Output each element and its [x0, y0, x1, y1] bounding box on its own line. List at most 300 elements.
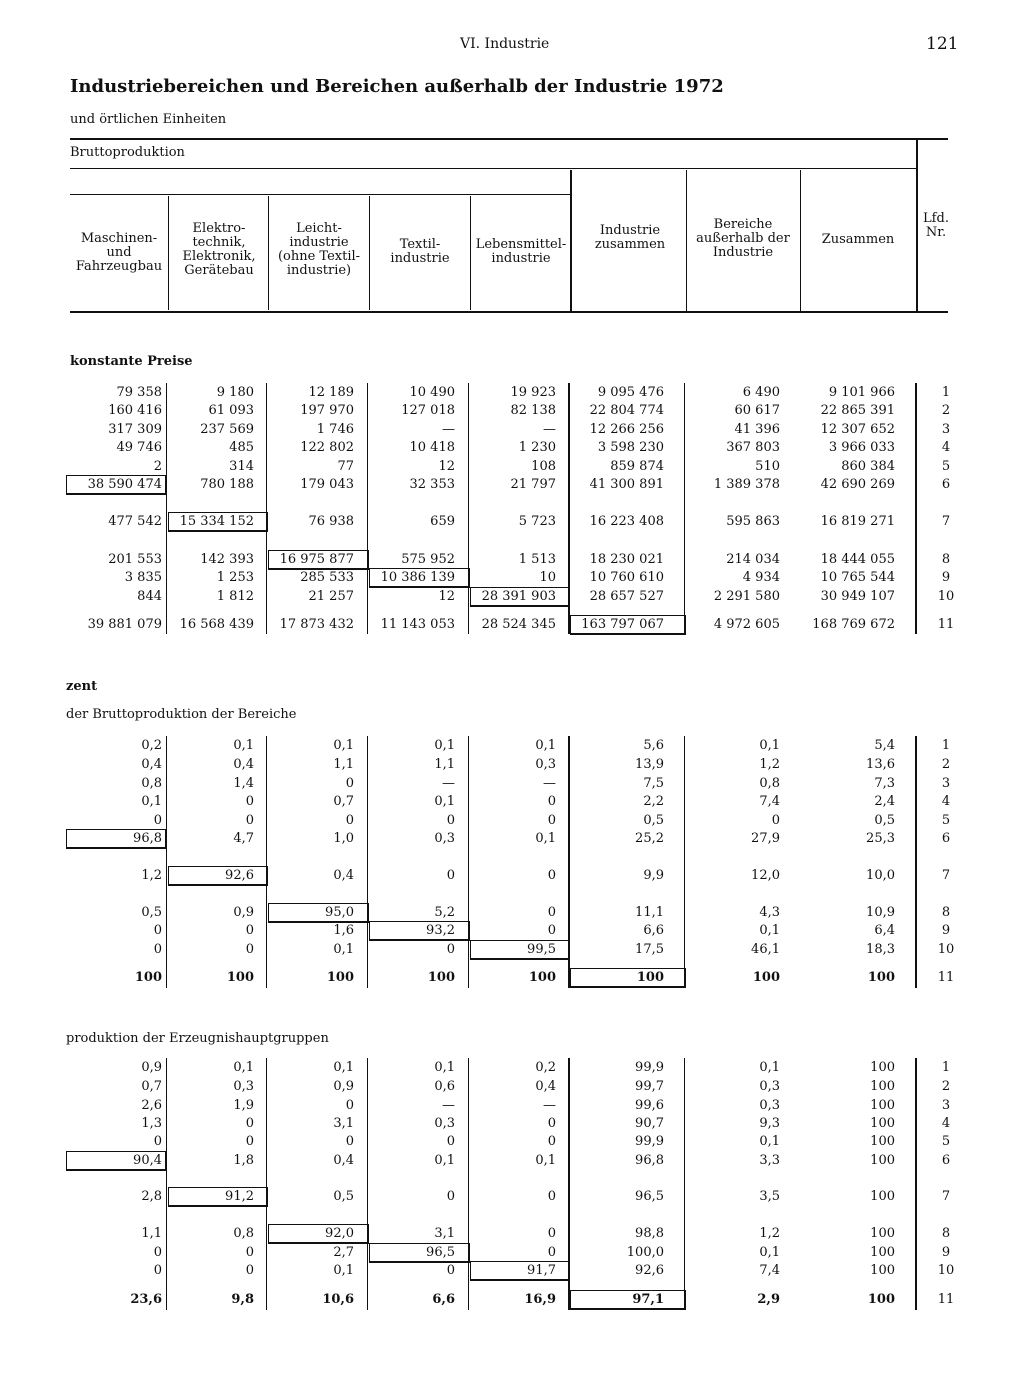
row-number: 11 — [937, 970, 955, 985]
table-row — [0, 1189, 1024, 1207]
table-cell: 0 — [446, 868, 455, 883]
table-cell: 317 309 — [108, 422, 162, 437]
table-cell: 0,4 — [535, 1079, 556, 1094]
table-cell: 0 — [547, 923, 556, 938]
table-cell: 10 760 610 — [589, 570, 664, 585]
table-cell: 3,1 — [434, 1226, 455, 1241]
table-cell: 10,6 — [322, 1292, 354, 1307]
table-cell: 0,1 — [434, 794, 455, 809]
diagonal-highlight-box — [470, 587, 570, 607]
table-cell: 2,2 — [643, 794, 664, 809]
table-cell: 0 — [345, 1098, 354, 1113]
col-header-elektrotechnik: Elektro- technik, Elektronik, Gerätebau — [182, 221, 256, 278]
table-cell: 0 — [446, 813, 455, 828]
col-header-leichtindustrie: Leicht- industrie (ohne Textil- industrie) — [277, 221, 361, 278]
table-cell: 30 949 107 — [820, 589, 895, 604]
table-cell: 0,1 — [141, 794, 162, 809]
table-cell: 0,1 — [434, 1060, 455, 1075]
table-cell: 9,8 — [231, 1292, 254, 1307]
table-cell: 99,5 — [527, 942, 556, 957]
table-cell: 12 — [438, 589, 455, 604]
table-cell: 1 230 — [518, 440, 556, 455]
row-number: 4 — [941, 1116, 951, 1131]
table-cell: 96,5 — [426, 1245, 455, 1260]
table-cell: 1,4 — [233, 776, 254, 791]
row-number: 10 — [937, 589, 955, 604]
diagonal-highlight-box — [268, 1224, 369, 1244]
table-cell: 0,5 — [874, 813, 895, 828]
table-cell: 0,2 — [141, 738, 162, 753]
diagonal-highlight-box — [570, 615, 686, 635]
table-cell: 9 101 966 — [828, 385, 895, 400]
table-cell: 0 — [153, 942, 162, 957]
table-cell: 0 — [547, 794, 556, 809]
table-cell: 28 391 903 — [481, 589, 556, 604]
table-row — [0, 970, 1024, 988]
row-number: 5 — [941, 1134, 951, 1149]
table-cell: 860 384 — [841, 459, 895, 474]
header-divider-lfd — [916, 140, 918, 312]
table-cell: 3,1 — [333, 1116, 354, 1131]
table-cell: 214 034 — [726, 552, 780, 567]
table-cell: 11 143 053 — [380, 617, 455, 632]
table-cell: 49 746 — [116, 440, 162, 455]
table-cell: 163 797 067 — [581, 617, 664, 632]
table-cell: 100 — [870, 1189, 895, 1204]
table-cell: 0 — [547, 1189, 556, 1204]
table-cell: 1,9 — [233, 1098, 254, 1113]
table-cell: 100,0 — [626, 1245, 664, 1260]
table-cell: 5,6 — [643, 738, 664, 753]
table-row — [0, 617, 1024, 635]
table-cell: 100 — [870, 1098, 895, 1113]
table-cell: 28 657 527 — [589, 589, 664, 604]
row-number: 2 — [941, 403, 951, 418]
table-row — [0, 1079, 1024, 1097]
table-cell: 39 881 079 — [87, 617, 162, 632]
table-cell: 0,5 — [141, 905, 162, 920]
diagonal-highlight-box — [369, 568, 470, 588]
row-number: 1 — [941, 1060, 951, 1075]
table-cell: — — [442, 776, 455, 791]
row-number: 3 — [941, 776, 951, 791]
table-cell: 10,0 — [866, 868, 895, 883]
table-cell: 7,5 — [643, 776, 664, 791]
table-cell: 0 — [245, 813, 254, 828]
header-divider-3 — [369, 196, 370, 310]
table-cell: 3 966 033 — [828, 440, 895, 455]
table-cell: 285 533 — [300, 570, 354, 585]
table-cell: 10 765 544 — [820, 570, 895, 585]
group-rule — [70, 168, 916, 169]
table-cell: 60 617 — [734, 403, 780, 418]
header-divider-4 — [470, 196, 471, 310]
table-cell: 6,6 — [432, 1292, 455, 1307]
table-cell: 0 — [547, 1226, 556, 1241]
table-cell: 0 — [345, 1134, 354, 1149]
table-cell: 97,1 — [632, 1292, 664, 1307]
table-cell: 1,1 — [333, 757, 354, 772]
table-cell: 10 418 — [409, 440, 455, 455]
table-cell: 82 138 — [510, 403, 556, 418]
table-cell: 2,7 — [333, 1245, 354, 1260]
row-number: 3 — [941, 422, 951, 437]
table-cell: 0,6 — [434, 1079, 455, 1094]
table-cell: 780 188 — [200, 477, 254, 492]
table-cell: 1,1 — [434, 757, 455, 772]
table-cell: 0 — [153, 1263, 162, 1278]
table-cell: 0 — [446, 1263, 455, 1278]
table-cell: 25,2 — [635, 831, 664, 846]
row-number: 6 — [941, 1153, 951, 1168]
table-cell: 9 180 — [216, 385, 254, 400]
table-cell: 0 — [446, 1189, 455, 1204]
table-cell: 1 253 — [216, 570, 254, 585]
table-cell: 9 095 476 — [597, 385, 664, 400]
table-cell: 42 690 269 — [820, 477, 895, 492]
table-cell: 0 — [547, 905, 556, 920]
table-cell: 0,4 — [233, 757, 254, 772]
table-cell: 4,7 — [233, 831, 254, 846]
table-cell: 5,2 — [434, 905, 455, 920]
table-cell: 0 — [345, 813, 354, 828]
page-subtitle: und örtlichen Einheiten — [70, 112, 227, 127]
table-cell: 99,6 — [635, 1098, 664, 1113]
table-cell: 99,9 — [635, 1060, 664, 1075]
table-cell: 0 — [153, 813, 162, 828]
table-cell: 237 569 — [200, 422, 254, 437]
table-cell: 76 938 — [308, 514, 354, 529]
table-cell: 12 — [438, 459, 455, 474]
table-cell: 79 358 — [116, 385, 162, 400]
table-cell: 0 — [446, 1134, 455, 1149]
table-cell: 96,8 — [635, 1153, 664, 1168]
diagonal-highlight-box — [268, 903, 369, 923]
row-number: 10 — [937, 1263, 955, 1278]
table-cell: 127 018 — [401, 403, 455, 418]
table-cell: 10 — [539, 570, 556, 585]
table-cell: 100 — [636, 970, 664, 985]
table-cell: 18,3 — [866, 942, 895, 957]
table-cell: 22 804 774 — [589, 403, 664, 418]
table-cell: — — [442, 422, 455, 437]
row-number: 4 — [941, 794, 951, 809]
table-cell: 99,7 — [635, 1079, 664, 1094]
table-cell: 16,9 — [524, 1292, 556, 1307]
diagonal-highlight-box — [66, 829, 166, 849]
table-cell: 25,3 — [866, 831, 895, 846]
col-header-textil: Textil- industrie — [390, 237, 450, 266]
table-cell: 0,1 — [759, 1060, 780, 1075]
table-cell: 100 — [752, 970, 780, 985]
table-cell: 46,1 — [751, 942, 780, 957]
table-cell: 0 — [245, 942, 254, 957]
table-cell: 7,4 — [759, 794, 780, 809]
row-number: 4 — [941, 440, 951, 455]
table-cell: 3,5 — [759, 1189, 780, 1204]
table-cell: 16 223 408 — [589, 514, 664, 529]
table-cell: 4 934 — [742, 570, 780, 585]
table-cell: 28 524 345 — [481, 617, 556, 632]
table-cell: 15 334 152 — [179, 514, 254, 529]
table-cell: 23,6 — [130, 1292, 162, 1307]
row-number: 7 — [941, 868, 951, 883]
subgroup-rule — [70, 194, 570, 195]
table-cell: 16 568 439 — [179, 617, 254, 632]
table-cell: 12 189 — [308, 385, 354, 400]
table-cell: 32 353 — [409, 477, 455, 492]
row-number: 5 — [941, 813, 951, 828]
table-cell: 100 — [870, 1134, 895, 1149]
table-cell: 0 — [547, 1134, 556, 1149]
table-cell: 0,8 — [141, 776, 162, 791]
table-cell: 2,6 — [141, 1098, 162, 1113]
table-cell: 3,3 — [759, 1153, 780, 1168]
table-cell: 100 — [870, 1079, 895, 1094]
table-cell: 179 043 — [300, 477, 354, 492]
table-cell: 91,2 — [225, 1189, 254, 1204]
table-cell: 0,9 — [233, 905, 254, 920]
group-label-bruttoproduktion: Bruttoproduktion — [70, 145, 185, 160]
row-number: 9 — [941, 923, 951, 938]
table-cell: 0,1 — [233, 1060, 254, 1075]
table-cell: 0,1 — [333, 1263, 354, 1278]
table-row — [0, 1116, 1024, 1134]
table-cell: 100 — [870, 1153, 895, 1168]
table-cell: 96,5 — [635, 1189, 664, 1204]
table-cell: 1,6 — [333, 923, 354, 938]
table-cell: — — [543, 1098, 556, 1113]
table-cell: 100 — [427, 970, 455, 985]
table-row — [0, 1134, 1024, 1152]
table-cell: 0,1 — [535, 831, 556, 846]
table-cell: 0,3 — [535, 757, 556, 772]
table-cell: 41 300 891 — [589, 477, 664, 492]
table-cell: 0 — [446, 942, 455, 957]
table-row — [0, 923, 1024, 941]
table-cell: 0 — [547, 1245, 556, 1260]
table-cell: 575 952 — [401, 552, 455, 567]
table-cell: 92,6 — [225, 868, 254, 883]
table-row — [0, 1292, 1024, 1310]
table-cell: 6,4 — [874, 923, 895, 938]
section-title-zent: zent — [66, 679, 98, 694]
table-cell: 2,9 — [757, 1292, 780, 1307]
table-cell: 0,1 — [233, 738, 254, 753]
table-cell: 10 490 — [409, 385, 455, 400]
col-header-lfd-nr: Lfd. Nr. — [923, 211, 949, 240]
table-cell: 0,1 — [759, 1134, 780, 1149]
table-cell: 0,5 — [643, 813, 664, 828]
table-cell: 0 — [345, 776, 354, 791]
table-cell: 0,2 — [535, 1060, 556, 1075]
table-cell: 38 590 474 — [87, 477, 162, 492]
table-cell: 6,6 — [643, 923, 664, 938]
header-divider-industrie — [570, 170, 572, 311]
table-cell: 100 — [134, 970, 162, 985]
table-cell: 0,3 — [434, 831, 455, 846]
table-cell: 142 393 — [200, 552, 254, 567]
table-cell: 0 — [245, 923, 254, 938]
row-number: 8 — [941, 1226, 951, 1241]
row-number: 8 — [941, 905, 951, 920]
table-cell: 2,8 — [141, 1189, 162, 1204]
table-cell: 93,2 — [426, 923, 455, 938]
table-cell: 4,3 — [759, 905, 780, 920]
table-cell: 0,1 — [759, 738, 780, 753]
table-cell: 4 972 605 — [713, 617, 780, 632]
table-cell: 0 — [547, 868, 556, 883]
table-cell: 0,7 — [333, 794, 354, 809]
table-cell: 0,1 — [434, 1153, 455, 1168]
header-top-rule — [70, 138, 948, 140]
table-cell: 5,4 — [874, 738, 895, 753]
table-cell: 100 — [870, 1226, 895, 1241]
table-cell: 1,8 — [233, 1153, 254, 1168]
table-cell: 18 230 021 — [589, 552, 664, 567]
table-cell: 2 291 580 — [713, 589, 780, 604]
table-cell: 0,3 — [434, 1116, 455, 1131]
table-cell: 0 — [153, 923, 162, 938]
table-cell: 122 802 — [300, 440, 354, 455]
row-number: 2 — [941, 1079, 951, 1094]
table-cell: 1,2 — [759, 1226, 780, 1241]
table-cell: 7,3 — [874, 776, 895, 791]
row-number: 11 — [937, 617, 955, 632]
table-cell: 41 396 — [734, 422, 780, 437]
table-cell: 19 923 — [510, 385, 556, 400]
row-number: 6 — [941, 831, 951, 846]
table-cell: 99,9 — [635, 1134, 664, 1149]
section-title-erzeugnishauptgruppen: produktion der Erzeugnishauptgruppen — [66, 1031, 329, 1046]
table-cell: 0,1 — [759, 1245, 780, 1260]
table-cell: 96,8 — [133, 831, 162, 846]
table-cell: 100 — [870, 1060, 895, 1075]
page-title: Industriebereichen und Bereichen außerhalb der Industrie 1972 — [70, 76, 724, 97]
header-divider-bereiche — [686, 170, 687, 311]
diagonal-highlight-box — [369, 1243, 470, 1263]
table-cell: 100 — [870, 1245, 895, 1260]
table-cell: 0,4 — [141, 757, 162, 772]
table-cell: 18 444 055 — [820, 552, 895, 567]
table-cell: 0,4 — [333, 1153, 354, 1168]
table-cell: 3 835 — [124, 570, 162, 585]
table-cell: 168 769 672 — [812, 617, 895, 632]
header-bottom-rule — [70, 311, 948, 313]
table-cell: 0,1 — [535, 1153, 556, 1168]
row-number: 9 — [941, 570, 951, 585]
section-title-konstante-preise: konstante Preise — [70, 354, 193, 369]
table-cell: 0,8 — [759, 776, 780, 791]
diagonal-highlight-box — [369, 921, 470, 941]
table-row — [0, 776, 1024, 794]
table-row — [0, 403, 1024, 421]
table-row — [0, 794, 1024, 812]
col-header-lebensmittel: Lebensmittel- industrie — [475, 237, 567, 266]
table-row — [0, 757, 1024, 775]
table-cell: 0 — [547, 1116, 556, 1131]
table-row — [0, 422, 1024, 440]
table-row — [0, 514, 1024, 532]
table-cell: 0,1 — [535, 738, 556, 753]
table-cell: 0,9 — [333, 1079, 354, 1094]
table-cell: 0 — [245, 1245, 254, 1260]
table-cell: 510 — [755, 459, 780, 474]
running-header-section: VI. Industrie — [460, 36, 550, 52]
table-cell: 98,8 — [635, 1226, 664, 1241]
table-row — [0, 1098, 1024, 1116]
table-cell: 61 093 — [208, 403, 254, 418]
table-cell: 95,0 — [325, 905, 354, 920]
table-cell: 0 — [245, 1116, 254, 1131]
table-cell: 0,1 — [333, 942, 354, 957]
table-row — [0, 905, 1024, 923]
table-cell: 595 863 — [726, 514, 780, 529]
table-cell: — — [543, 422, 556, 437]
table-row — [0, 385, 1024, 403]
table-cell: 17 873 432 — [279, 617, 354, 632]
table-cell: 12,0 — [751, 868, 780, 883]
table-cell: 22 865 391 — [820, 403, 895, 418]
table-row — [0, 1060, 1024, 1078]
table-cell: 1,2 — [141, 868, 162, 883]
col-header-bereiche-ausserhalb: Bereiche außerhalb der Industrie — [696, 217, 790, 260]
table-cell: 90,4 — [133, 1153, 162, 1168]
header-divider-1 — [168, 196, 169, 310]
diagonal-highlight-box — [66, 475, 166, 495]
table-cell: 92,6 — [635, 1263, 664, 1278]
row-number: 11 — [937, 1292, 955, 1307]
table-cell: 3 598 230 — [597, 440, 664, 455]
row-number: 9 — [941, 1245, 951, 1260]
table-cell: 0,1 — [333, 1060, 354, 1075]
table-cell: 9,9 — [643, 868, 664, 883]
page-number: 121 — [926, 34, 959, 54]
table-cell: 13,6 — [866, 757, 895, 772]
row-number: 7 — [941, 1189, 951, 1204]
row-number: 5 — [941, 459, 951, 474]
table-cell: 77 — [337, 459, 354, 474]
table-cell: 1 513 — [518, 552, 556, 567]
table-cell: — — [543, 776, 556, 791]
table-cell: 6 490 — [742, 385, 780, 400]
row-number: 1 — [941, 385, 951, 400]
table-cell: 0,3 — [233, 1079, 254, 1094]
table-cell: 12 307 652 — [820, 422, 895, 437]
table-cell: 0,9 — [141, 1060, 162, 1075]
table-cell: 1 746 — [316, 422, 354, 437]
diagonal-highlight-box — [570, 1290, 686, 1310]
diagonal-highlight-box — [470, 1261, 570, 1281]
table-cell: 92,0 — [325, 1226, 354, 1241]
table-cell: 0 — [245, 794, 254, 809]
table-cell: 100 — [528, 970, 556, 985]
table-row — [0, 1226, 1024, 1244]
table-cell: 100 — [870, 1263, 895, 1278]
table-cell: 0,3 — [759, 1098, 780, 1113]
table-cell: 1,2 — [759, 757, 780, 772]
table-cell: 16 819 271 — [820, 514, 895, 529]
row-number: 8 — [941, 552, 951, 567]
table-cell: 0,4 — [333, 868, 354, 883]
table-cell: 314 — [229, 459, 254, 474]
table-cell: 0 — [153, 1134, 162, 1149]
table-cell: 160 416 — [108, 403, 162, 418]
row-number: 10 — [937, 942, 955, 957]
table-cell: 17,5 — [635, 942, 664, 957]
table-cell: 10,9 — [866, 905, 895, 920]
row-number: 3 — [941, 1098, 951, 1113]
